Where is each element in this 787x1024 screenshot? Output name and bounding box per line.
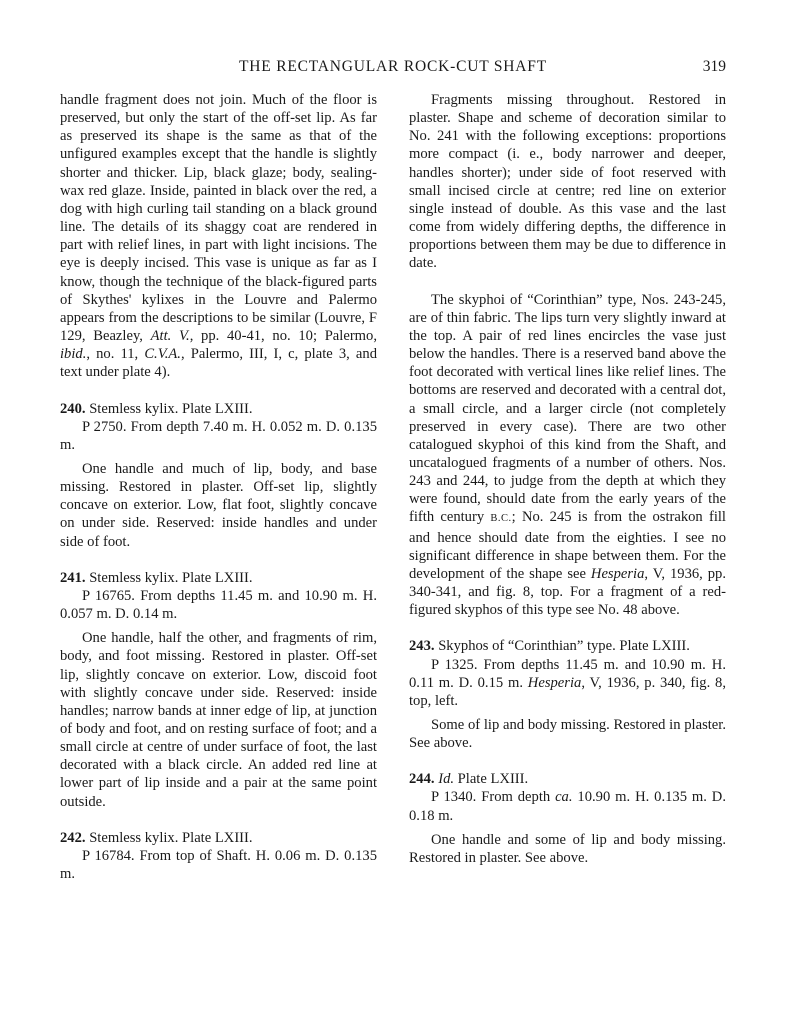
entry-243-description: Some of lip and body missing. Restored in plaster. See above. bbox=[409, 717, 726, 752]
entry-244-description: One handle and some of lip and body missing. Restored in plaster. See above. bbox=[409, 831, 726, 866]
entry-243-heading: 243. Skyphos of “Corinthian” type. Plate LXIII. bbox=[409, 638, 690, 655]
left-column bbox=[60, 91, 377, 883]
entry-241-description: One handle, half the other, and fragments of rim, body, and foot missing. Restored in plaster. Off-set lip, slightly concave on exterior. Low, discoid foot with slightly concave under side. Reserved: inside handles; narrow bands at inner edge of lip, at junction of body and foot, and on resting surface of foot; and a small circle at centre of under surface of foot, the last decorated with a black circle. An added red line at lower part of lip inside and a pair at the same point outside. bbox=[60, 630, 377, 810]
entry-242-heading: 242. Stemless kylix. Plate LXIII. bbox=[60, 829, 253, 846]
entry-240-heading: 240. Stemless kylix. Plate LXIII. bbox=[60, 400, 253, 417]
entry-242-description: Fragments missing throughout. Restored in plaster. Shape and scheme of decoration similar to No. 241 with the following exceptions: proportions more compact (i. e., body narrower and deeper, handles shorter); under side of foot reserved with small incised circle at centre; red line on exterior single instead of double. As this vase and the last come from widely differing depths, the difference in proportions between them may be due to difference in date. bbox=[409, 92, 726, 272]
entry-240-description: One handle and much of lip, body, and base missing. Restored in plaster. Off-set lip, slightly concave on exterior. Low, flat foot, slightly concave on under side. Reserved: inside handles and under side of foot. bbox=[60, 460, 377, 550]
entry-243-number: 243. bbox=[409, 638, 435, 655]
running-head bbox=[60, 58, 726, 78]
entry-240-data: P 2750. From depth 7.40 m. H. 0.052 m. D. 0.135 m. bbox=[60, 418, 377, 453]
intro-paragraph: handle fragment does not join. Much of the floor is preserved, but only the start of the off-set lip. As far as preserved its shape is the same as that of the unfigured examples except that the handle is slightly shorter and thicker. Lip, black glaze; body, sealing-wax red glaze. Inside, painted in black over the red, a dog with high curling tail standing on a black ground line. The details of its shaggy coat are rendered in part with relief lines, in part with light incisions. The eye is deeply incised. This vase is unique as far as I know, though the technique of the black-figured parts of Skythes' kylixes in the Louvre and Palermo appears from the descriptions to be similar (Louvre, F 129, Beazley, Att. V., pp. 40-41, no. 10; Palermo, ibid., no. 11, C.V.A., Palermo, III, I, c, plate 3, and text under plate 4). bbox=[60, 92, 377, 381]
entry-242-number: 242. bbox=[60, 829, 86, 846]
entry-244-heading: 244. Id. Plate LXIII. bbox=[409, 771, 529, 788]
entry-244-data: P 1340. From depth ca. 10.90 m. H. 0.135 m. D. 0.18 m. bbox=[409, 789, 726, 824]
running-title: THE RECTANGULAR ROCK-CUT SHAFT bbox=[239, 58, 547, 75]
skyphoi-paragraph: The skyphoi of “Corinthian” type, Nos. 243-245, are of thin fabric. The lips turn very slightly inward at the top. A pair of red lines encircles the vase just below the handles. There is a reserved band above the foot decorated with vertical lines like relief lines. The bottoms are reserved and decorated with a central dot, a small circle, and a larger circle (not completely preserved in every case). There are two other catalogued skyphoi of this kind from the Shaft, and uncatalogued fragments of a number of others. Nos. 243 and 244, to judge from the depth at which they were found, should date from the early years of the fifth century B.C.; No. 245 is from the ostrakon fill and hence should date from the eighties. I see no significant difference in shape between them. For the development of the shape see Hesperia, V, 1936, pp. 340-341, and fig. 8, top. For a fragment of a red-figured skyphos of this type see No. 48 above. bbox=[409, 291, 726, 619]
page-number: 319 bbox=[702, 58, 726, 75]
entry-241-data: P 16765. From depths 11.45 m. and 10.90 m. H. 0.057 m. D. 0.14 m. bbox=[60, 587, 377, 623]
entry-240-number: 240. bbox=[60, 400, 86, 417]
entry-244-number: 244. bbox=[409, 771, 435, 788]
entry-242-data: P 16784. From top of Shaft. H. 0.06 m. D. 0.135 m. bbox=[60, 847, 377, 883]
entry-241-heading: 241. Stemless kylix. Plate LXIII. bbox=[60, 569, 253, 586]
entry-243-data: P 1325. From depths 11.45 m. and 10.90 m. H. 0.11 m. D. 0.15 m. Hesperia, V, 1936, p. 340, fig. 8, top, left. bbox=[409, 656, 726, 709]
entry-241-number: 241. bbox=[60, 569, 86, 586]
right-column bbox=[409, 91, 726, 867]
